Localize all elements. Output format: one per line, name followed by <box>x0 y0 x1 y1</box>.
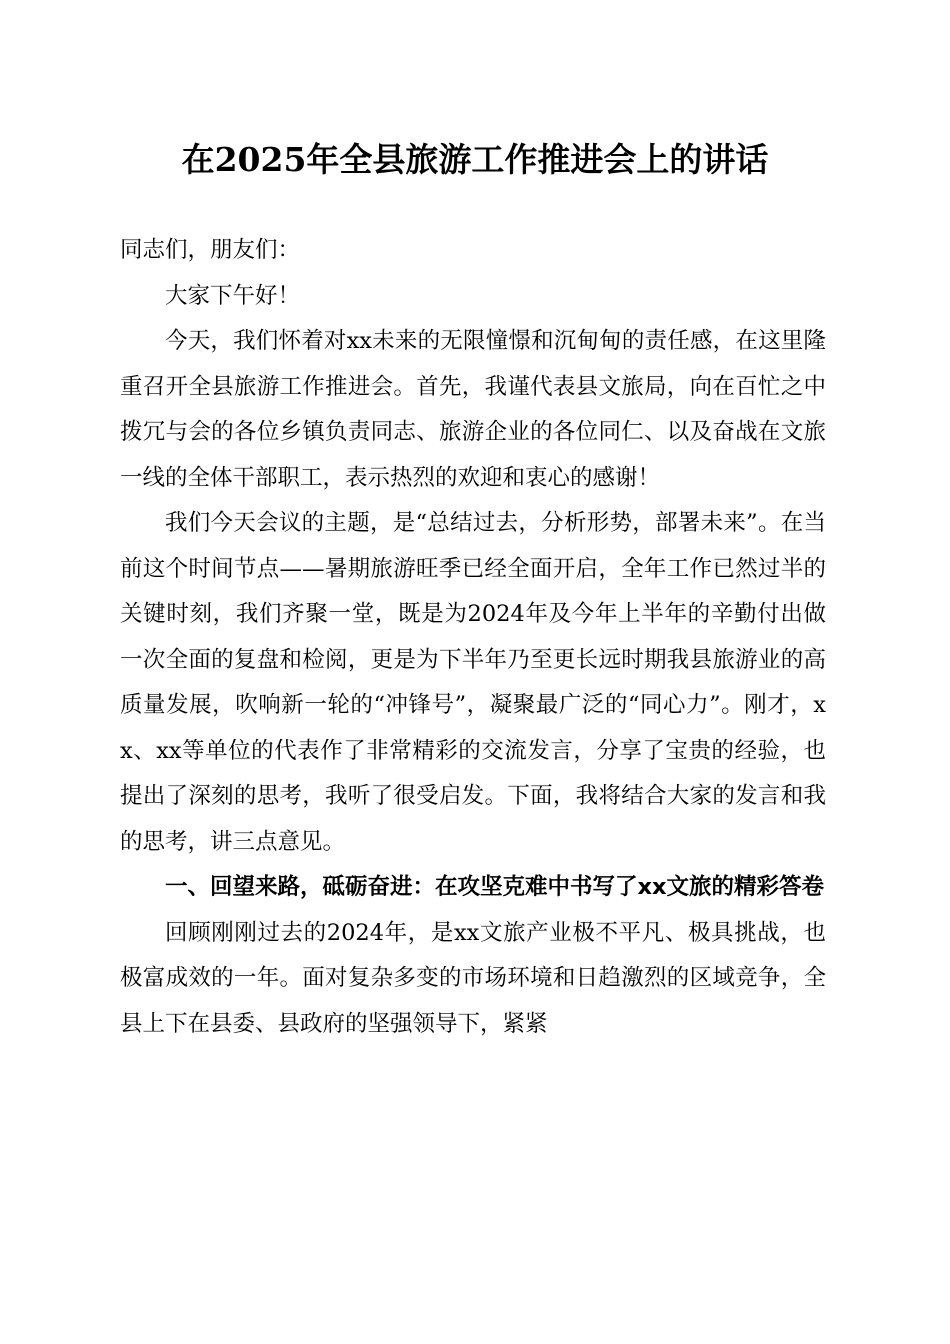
paragraph-opening: 今天，我们怀着对xx未来的无限憧憬和沉甸甸的责任感，在这里隆重召开全县旅游工作推进会。首先，我谨代表县文旅局，向在百忙之中拨冗与会的各位乡镇负责同志、旅游企业的各位同仁、以及奋战在文旅一线的全体干部职工，表示热烈的欢迎和衷心的感谢！ <box>120 328 826 491</box>
document-title: 在2025年全县旅游工作推进会上的讲话 <box>181 140 769 179</box>
section-paragraph: 回顾刚刚过去的2024年，是xx文旅产业极不平凡、极具挑战，也极富成效的一年。面对复杂多变的市场环境和日趋激烈的区域竞争，全县上下在县委、县政府的坚强领导下，紧紧 <box>120 919 826 1037</box>
section-heading: 一、回望来路，砥砺奋进：在攻坚克难中书写了xx文旅的精彩答卷 <box>165 874 825 900</box>
paragraph-theme: 我们今天会议的主题，是“总结过去，分析形势，部署未来”。在当前这个时间节点——暑期旅游旺季已经全面开启，全年工作已然过半的关键时刻，我们齐聚一堂，既是为2024年及今年上半年的辛勤付出做一次全面的复盘和检阅，更是为下半年乃至更长远时期我县旅游业的高质量发展，吹响新一轮的“冲锋号”，凝聚最广泛的“同心力”。刚才，xx、xx等单位的代表作了非常精彩的交流发言，分享了宝贵的经验，也提出了深刻的思考，我听了很受启发。下面，我将结合大家的发言和我的思考，讲三点意见。 <box>120 510 826 855</box>
salutation: 同志们，朋友们： <box>120 237 301 263</box>
document-body <box>120 228 826 1047</box>
greeting: 大家下午好！ <box>165 282 301 309</box>
